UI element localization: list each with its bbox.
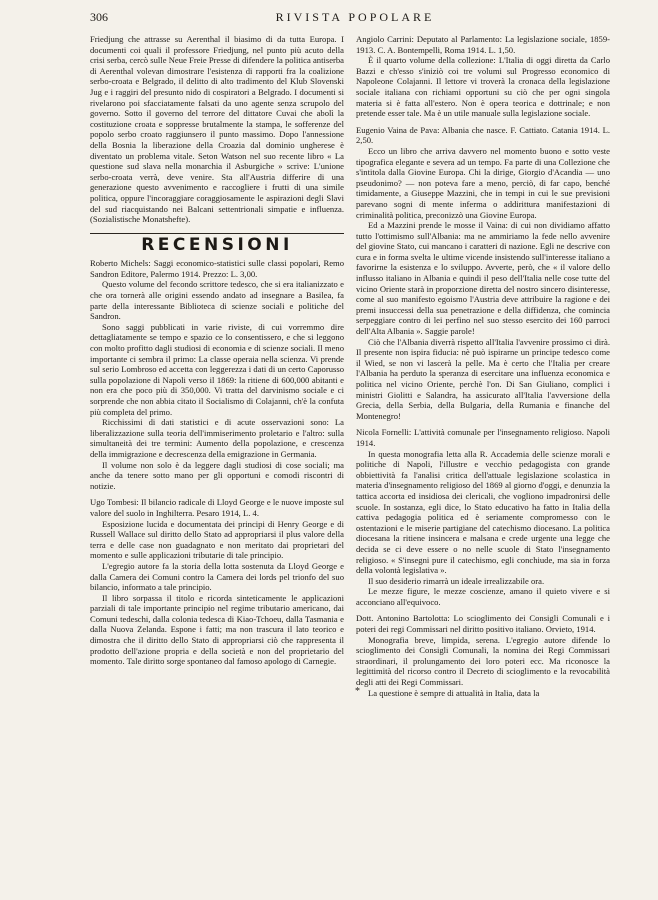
section-divider [90,233,344,234]
review-paragraph: L'egregio autore fa la storia della lotta sostenuta da Lloyd George e dalla Camera dei Comuni contro la Camera dei lords pel trionfo del suo bilancio, informato a tale principio. [90,560,344,593]
margin-asterisk: * [355,686,360,697]
review-paragraph: La questione è sempre di attualità in Italia, data la [368,687,540,698]
review-heading-carrini: Angiolo Carrini: Deputato al Parlamento: La legislazione sociale, 1859-1913. C. A. Bontempelli, Roma 1914. L. 1,50. [356,34,610,55]
review-paragraph: Ricchissimi di dati statistici e di acute osservazioni sono: La liberalizzazione sulla teoria dell'immiserimento proletario e l'altro: sulla simultaneità dei tre termini: Aumento della popolazione, e crescenza della immigrazione e decrescenza della emigrazione in Germania. [90,417,344,459]
review-heading-fornelli: Nicola Fornelli: L'attività comunale per l'insegnamento religioso. Napoli 1914. [356,427,610,448]
review-heading-michels: Roberto Michels: Saggi economico-statistici sulle classi popolari, Remo Sandron Editore, Palermo 1914. Prezzo: L. 3,00. [90,258,344,279]
review-paragraph: Le mezze figure, le mezze coscienze, amano il quieto vivere e si acconciano all'equivoco. [356,586,610,607]
review-paragraph: È il quarto volume della collezione: L'Italia di oggi diretta da Carlo Bazzi e ch'esso s'iniziò coi tre volumi sul Progresso economico di Napoleone Colajanni. Il lettore vi troverà la cronaca della legislazione sociale italiana con richiami opportuni su ciò che per ogni singola materia si è fatta all'estero. Non è opera teorica e dottrinale; e non pretende esser tale. Ma è un utile manuale sulla legislazione sociale. [356,55,610,119]
intro-paragraph: Friedjung che attrasse su Aerenthal il biasimo di da tutta Europa. I documenti coi quali il professore Friedjung, nel punto più acuto della crisi serba, cercò sulle Neue Freie Presse di difendere la politica antiserba di Aerenthal volevan dimostrare l'esistenza di rapporti fra la coalizione serbo-croata e Belgrado, il delitto di alto tradimento del Klub Slovenski Jug e i raggiri del presunto nido di cospiratori a Belgrado. I documenti si rivelarono poi sfacciatamente falsati da uno agente senza scrupolo del governo. Sotto il governo del terrore del dittatore Cuvai che abolì la costituzione croata e soppresse brutalmente la stampa, le sofferenze del popolo serbo croato raggiunsero il punto massimo. Dopo l'annessione della Bosnia la liberazione della Croazia dal dominio ungherese è diventato un problema vitale. Seton Watson nel suo recente libro « La questione sud slava nella monarchia il Asburgiche » scrive: L'unione serbo-croata verrà, deve venire. Sta all'Austria differire di una generazione questo avvenimento e raccogliere i frutti di una simile politica, oppure l'incoraggiare coraggiosamente le aspirazioni degli Slavi del sud riacquistando nei Balcani settentrionali simpatie e influenza. (Sozialistische Monatshefte). [90,34,344,225]
section-title: RECENSIONI [141,234,293,255]
review-paragraph: Ciò che l'Albania diverrà rispetto all'Italia l'avvenire prossimo ci dirà. Il presente non ispira fiducia: nè può ispirarne un principe tedesco come il Wied, se non vi lascerà la pelle. Ma è certo che l'Italia per creare l'Albania ha perduto la speranza di esercitare una influenza economica e politica nel vicino Oriente, perchè l'on. Di San Giuliano, complici i ministri Giolitti e Salandra, ha assicurato all'Italia l'avversione della Grecia, della Serbia, della Bulgaria, della Rumania e finanche del Montenegro! [356,336,610,421]
review-paragraph: Il suo desiderio rimarrà un ideale irrealizzabile ora. [368,575,545,586]
review-paragraph: Ed a Mazzini prende le mosse il Vaina: di cui non dividiamo affatto tutto l'ottimismo sull'Albania: ma ne ammiriamo la fede nello avvenire del giovine Stato, cui mancano i caratteri di nazione. Egli ne descrive con cura e in forma svelta le ultime vicende insistendo sull'interesse italiano a favorirne la esistenza e lo sviluppo. Avverte, però, che « il valore dello influsso italiano in Albania e quindi il peso dell'Italia nelle cose tutte del vicino Oriente starà in proporzione diretta del nostro sincero disinteresse, come al suo manifesto egoismo l'Austria deve attribuire la ragione e dei premi insuccessi della sua penetrazione e della diffidenza, che comincia serpeggiare contro di lei perfino nel suo stesso esercito dei 160 parroci dell'Alta Albania ». Saggie parole! [356,220,610,337]
page-number: 306 [90,10,108,24]
review-paragraph: In questa monografia letta alla R. Accademia delle scienze morali e politiche di Napoli, l'illustre e vecchio pedagogista con grande obbiettività fa l'analisi critica dell'attuale legislazione scolastica in materia d'insegnamento religioso del 1869 al giorno d'oggi, e denunzia la tattica accorta ed insidiosa dei clericali, che vogliono impadronirsi delle scuole. In sostanza, egli dice, lo Stato educativo ha fatto in Italia della cattiva pedagogia politica ed è seriamente compromesso con le ostentazioni e le miserie partigiane del catechismo diocesano. La politica diocesana la ritiene insincera e malsana e crede urgente una legge che decida se ci deve essere o no nelle scuole di Stato l'insegnamento religioso. « S'insegni pure il catechismo, egli conchiude, ma sia in forza della volontà legislativa ». [356,448,610,576]
review-paragraph: Ecco un libro che arriva davvero nel momento buono e sotto veste tipografica elegante e severa ad un tempo. Fa parte di una Collezione che s'intitola dalla Giovine Europa. Chi la dirige, Giorgio d'Acandia — uno pseudonimo? — non poteva fare a meno, perciò, di far capo, benché timidamente, a Giuseppe Mazzini, che in tempi in cui le sue previsioni parevano sogni di mente inferma o addirittura manifestazioni di criminalità politica, preconizzò una Giovine Europa. [356,145,610,220]
page-header [90,10,610,32]
review-paragraph: Il libro sorpassa il titolo e ricorda sinteticamente le applicazioni parziali di tale importante principio nel regime tributario americano, dai Comuni tedeschi, dalla colonia tedesca di Kiao-Tchoeu, dalla Tasmania e dalla Nuova Zelanda. Espone i fatti; ma non trascura il lato teorico e dimostra che il diritto dello Stato di appropriarsi ciò che rappresenta il prodotto dell'azione propria e della società e non del proprietario del momento. Tale diritto sorge spontaneo dal famoso apologo di Carnegie. [90,592,344,667]
left-column [90,34,344,894]
review-paragraph: Il volume non solo è da leggere dagli studiosi di cose sociali; ma anche da tenere sotto mano per gli opportuni e comodi riscontri di notizie. [90,459,344,491]
columns [90,34,610,894]
right-column [356,34,610,894]
review-paragraph: Esposizione lucida e documentata dei principi di Henry George e di Russell Wallace sul diritto dello Stato ad appropriarsi il plus valore della terra e delle case non guadagnato e non meritato dai proprietari del momento e sulle applicazioni tributarie di tale principio. [90,518,344,561]
running-title: RIVISTA POPOLARE [275,10,435,24]
review-paragraph: Monografia breve, limpida, serena. L'egregio autore difende lo scioglimento dei Consigli Comunali, la nomina dei Regi Commissari straordinari, il prolungamento dei loro poteri ecc. Ma riconosce la legittimità del ricorso contro il Decreto di scioglimento e la revocabilità degli atti dei Regi Commissari. [356,634,610,688]
review-heading-tombesi: Ugo Tombesi: Il bilancio radicale di Lloyd George e le nuove imposte sul valore del suolo in Inghilterra. Pesaro 1914, L. 4. [90,497,344,518]
review-paragraph: Questo volume del fecondo scrittore tedesco, che si era italianizzato e che ora tornerà alle origini essendo andato ad insegnare a Basilea, fa parte della interessante Biblioteca di scienze sociali e politiche del Sandron. [90,279,344,322]
review-paragraph: Sono saggi pubblicati in varie riviste, di cui vorremmo dire dettagliatamente se tempo e spazio ce lo consentissero, e che si leggono con molto profitto dagli studiosi di economia e di scienze sociali. Il meno importante ci sembra il primo: La classe operaia nella scienza. Vi prende sul serio Lombroso ed accetta con leggerezza i dati di un certo Caporusso sulla popolazione di Napoli verso il 1869: la ritiene di 600,000 abitanti e non era che poco più di 350,000. Vi tratta del darvinismo sociale e ci sorprende che non abbia citato il Socialismo di Colajanni, ch'è la confuta più completa del primo. [90,321,344,417]
review-heading-bartolotta: Dott. Antonino Bartolotta: Lo scioglimento dei Consigli Comunali e i poteri dei regi Commissari nel diritto positivo italiano. Orvieto, 1914. [356,613,610,635]
review-heading-vaina: Eugenio Vaina de Pava: Albania che nasce. F. Cattiato. Catania 1914. L. 2,50. [356,124,610,146]
